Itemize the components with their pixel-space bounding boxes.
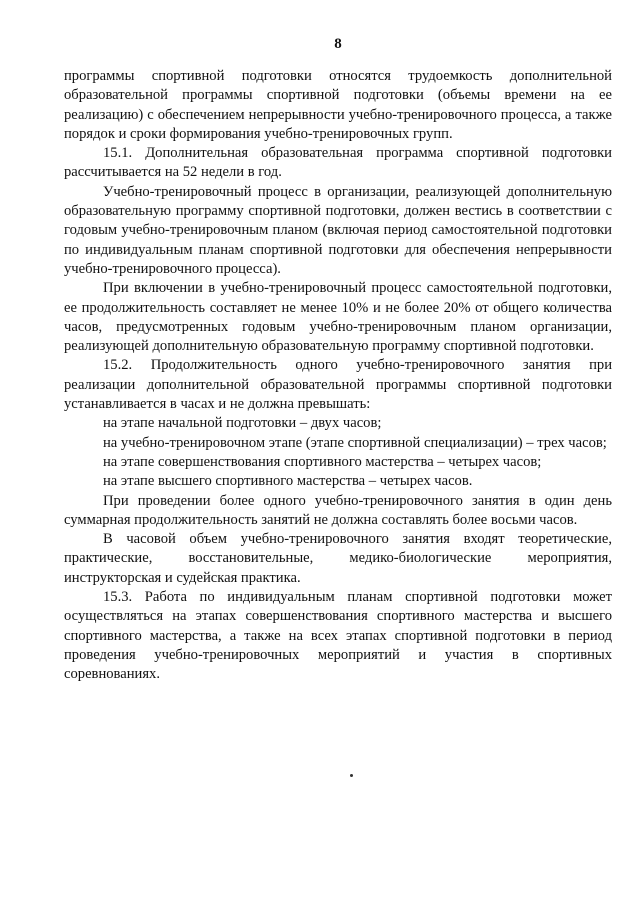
scan-speck: [350, 774, 353, 777]
list-item-improvement-stage: на этапе совершенствования спортивного мастерства – четырех часов;: [103, 453, 542, 470]
paragraph-self-training: При включении в учебно-тренировочный процесс самостоятельной подготовки, ее продолжительность составляет не менее 10% и не более 20% от общего количества часов, предусмотренных годовым учебно-тренировочным планом организации, реализующей дополнительную образовательную программу спортивной подготовки.: [64, 280, 612, 355]
list-item-higher-stage: на этапе высшего спортивного мастерства – четырех часов.: [103, 473, 473, 490]
paragraph-hourly-volume: В часовой объем учебно-тренировочного занятия входят теоретические, практические, восстановительные, медико-биологические мероприятия, инструкторская и судейская практика.: [64, 531, 612, 586]
paragraph-continuation: программы спортивной подготовки относятся трудоемкость дополнительной образовательной программы спортивной подготовки (объемы времени на ее реализацию) с обеспечением непрерывности учебно-тренировочного процесса, а также порядок и сроки формирования учебно-тренировочных групп.: [64, 68, 612, 142]
document-body: [64, 67, 612, 685]
paragraph-multiple-sessions: При проведении более одного учебно-тренировочного занятия в один день суммарная продолжительность занятий не должна составлять более восьми часов.: [64, 492, 612, 528]
paragraph-15-3: 15.3. Работа по индивидуальным планам спортивной подготовки может осуществляться на этапах совершенствования спортивного мастерства и высшего спортивного мастерства, а также на всех этапах спортивной подготовки в период проведения учебно-тренировочных мероприятий и участия в спортивных соревнованиях.: [64, 589, 612, 683]
paragraph-15-1: 15.1. Дополнительная образовательная программа спортивной подготовки рассчитывается на 52 недели в год.: [64, 145, 612, 181]
paragraph-15-2: 15.2. Продолжительность одного учебно-тренировочного занятия при реализации дополнительной образовательной программы спортивной подготовки устанавливается в часах и не должна превышать:: [64, 357, 612, 413]
list-item-initial-stage: на этапе начальной подготовки – двух часов;: [103, 415, 382, 432]
page-number: 8: [334, 36, 342, 52]
list-item-training-stage: на учебно-тренировочном этапе (этапе спортивной специализации) – трех часов;: [103, 434, 607, 451]
paragraph-training-process: Учебно-тренировочный процесс в организации, реализующей дополнительную образовательную программу спортивной подготовки, должен вестись в соответствии с годовым учебно-тренировочным планом (включая период самостоятельной подготовки по индивидуальным планам спортивной подготовки для обеспечения непрерывности учебно-тренировочного процесса).: [64, 183, 612, 277]
